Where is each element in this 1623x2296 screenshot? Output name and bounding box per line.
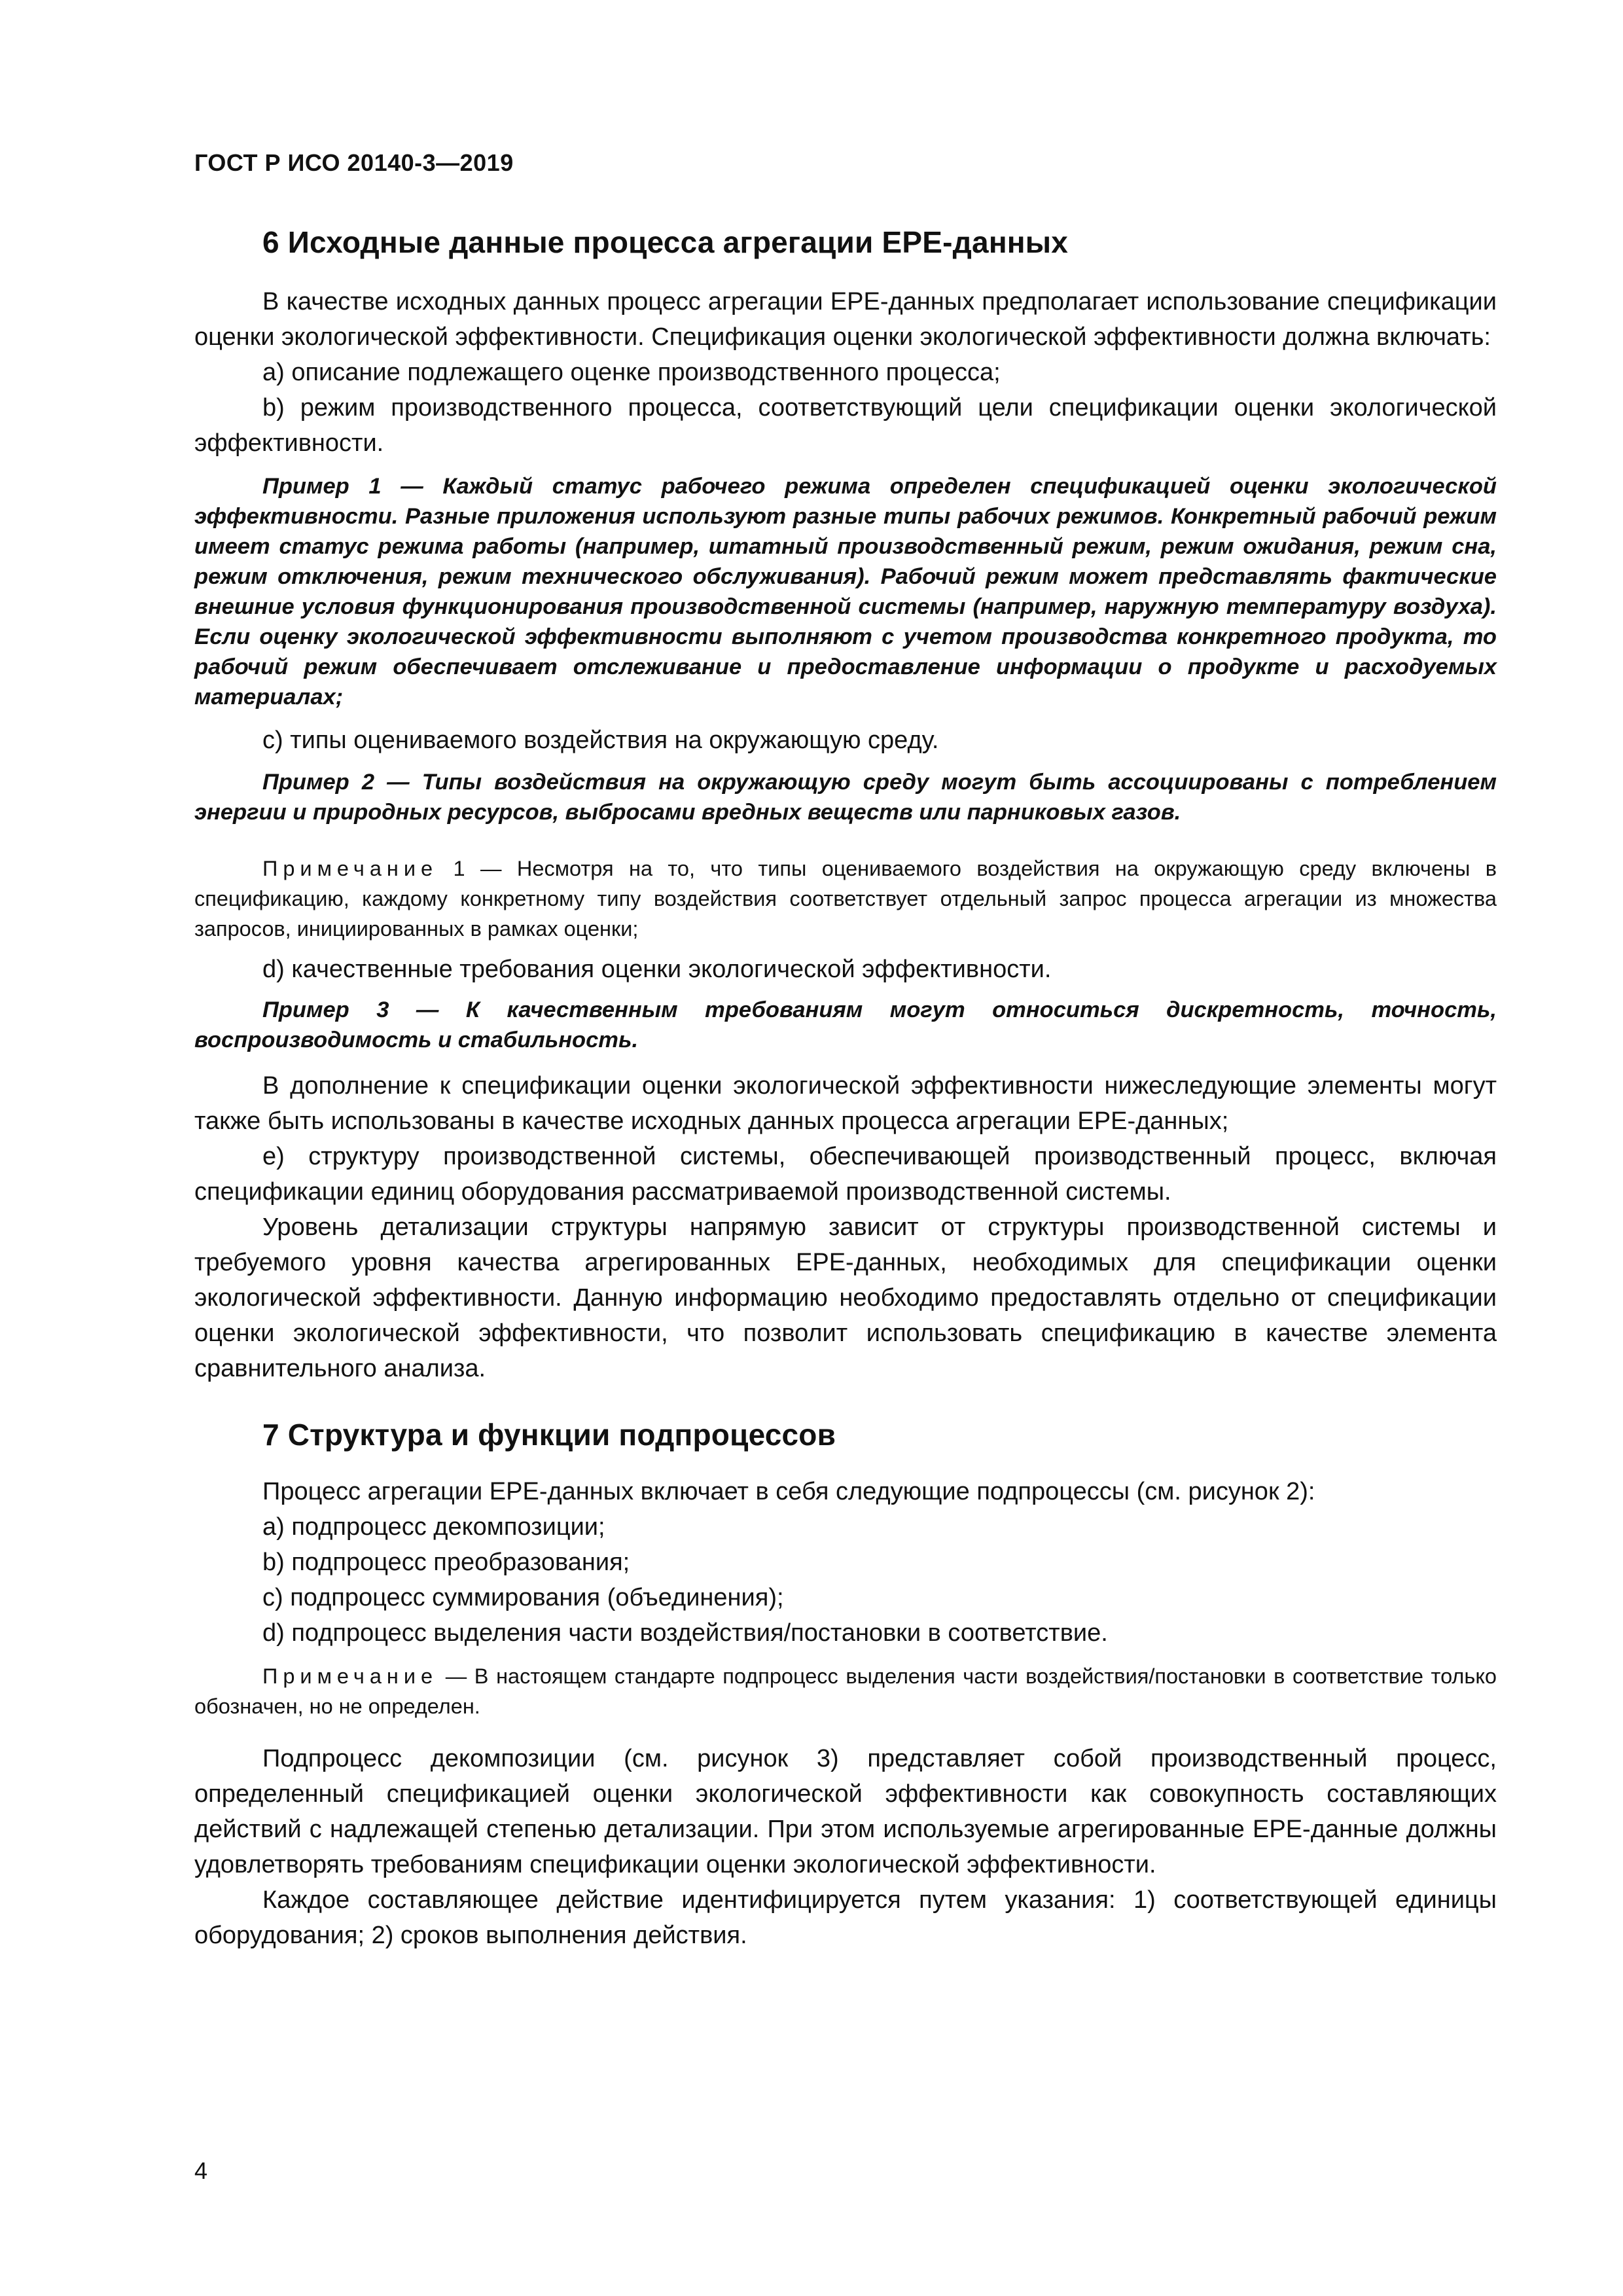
list-item-e: e) структуру производственной системы, обеспечивающей производственный процесс, включая спецификации единиц оборудования рассматриваемой производственной системы. [194,1143,1497,1206]
list-item-a: a) описание подлежащего оценке производственного процесса; [262,359,1001,386]
standard-header: ГОСТ Р ИСО 20140-3—2019 [194,149,514,176]
example-3: Пример 3 — К качественным требованиям могут относиться дискретность, точность, воспроизводимость и стабильность. [194,997,1497,1052]
subprocess-item-d: d) подпроцесс выделения части воздействия/постановки в соответствие. [262,1619,1108,1647]
example-2: Пример 2 — Типы воздействия на окружающую среду могут быть ассоциированы с потреблением энергии и природных ресурсов, выбросами вредных веществ или парниковых газов. [194,770,1497,825]
section-7-title: 7 Структура и функции подпроцессов [262,1418,836,1452]
list-item-c: c) типы оцениваемого воздействия на окружающую среду. [262,726,939,754]
subprocess-item-b: b) подпроцесс преобразования; [262,1549,630,1576]
detail-paragraph: Уровень детализации структуры напрямую зависит от структуры производственной системы и требуемого уровня качества агрегированных EPE-данных, необходимых для спецификации оценки экологической эффективности. Данную информацию необходимо предоставлять отдельно от спецификации оценки экологической эффективности, что позволит использовать спецификацию в качестве элемента сравнительного анализа. [194,1213,1497,1382]
section-6-title: 6 Исходные данные процесса агрегации EPE-данных [262,225,1069,259]
page-number: 4 [194,2157,208,2184]
list-item-d: d) качественные требования оценки экологической эффективности. [262,956,1052,983]
subprocess-item-a: a) подпроцесс декомпозиции; [262,1513,605,1541]
identification-paragraph: Каждое составляющее действие идентифицируется путем указания: 1) соответствующей единицы оборудования; 2) сроков выполнения действия. [194,1886,1497,1949]
note-text: — В настоящем стандарте подпроцесс выделения части воздействия/постановки в соответствие только обозначен, но не определен. [194,1664,1497,1718]
note-1-label: Примечание [262,857,438,880]
note-1-text: 1 — Несмотря на то, что типы оцениваемого воздействия на окружающую среду включены в спецификацию, каждому конкретному типу воздействия соответствует отдельный запрос процесса агрегации из множества запросов, инициированных в рамках оценки; [194,857,1497,941]
addition-paragraph: В дополнение к спецификации оценки экологической эффективности нижеследующие элементы могут также быть использованы в качестве исходных данных процесса агрегации EPE-данных; [194,1072,1497,1135]
page-content [194,223,1497,1953]
note-label: Примечание [262,1664,438,1688]
note-1 [194,853,1497,944]
list-item-b: b) режим производственного процесса, соответствующий цели спецификации оценки экологической эффективности. [194,394,1497,457]
subprocess-item-c: c) подпроцесс суммирования (объединения); [262,1584,784,1611]
section-7-intro: Процесс агрегации EPE-данных включает в себя следующие подпроцессы (см. рисунок 2): [262,1478,1315,1505]
section-6-intro: В качестве исходных данных процесс агрегации EPE-данных предполагает использование спецификации оценки экологической эффективности. Спецификация оценки экологической эффективности должна включать: [194,288,1497,351]
note-section-7 [194,1661,1497,1721]
example-1: Пример 1 — Каждый статус рабочего режима определен спецификацией оценки экологической эффективности. Разные приложения используют разные типы рабочих режимов. Конкретный рабочий режим имеет статус режима работы (например, штатный производственный режим, режим ожидания, режим сна, режим отключения, режим технического обслуживания). Рабочий режим может представлять фактические внешние условия функционирования производственной системы (например, наружную температуру воздуха). Если оценку экологической эффективности выполняют с учетом производства конкретного продукта, то рабочий режим обеспечивает отслеживание и предоставление информации о продукте и расходуемых материалах; [194,474,1497,709]
decomposition-paragraph: Подпроцесс декомпозиции (см. рисунок 3) представляет собой производственный процесс, определенный спецификацией оценки экологической эффективности как совокупность составляющих действий с надлежащей степенью детализации. При этом используемые агрегированные EPE-данные должны удовлетворять требованиям спецификации оценки экологической эффективности. [194,1745,1497,1878]
